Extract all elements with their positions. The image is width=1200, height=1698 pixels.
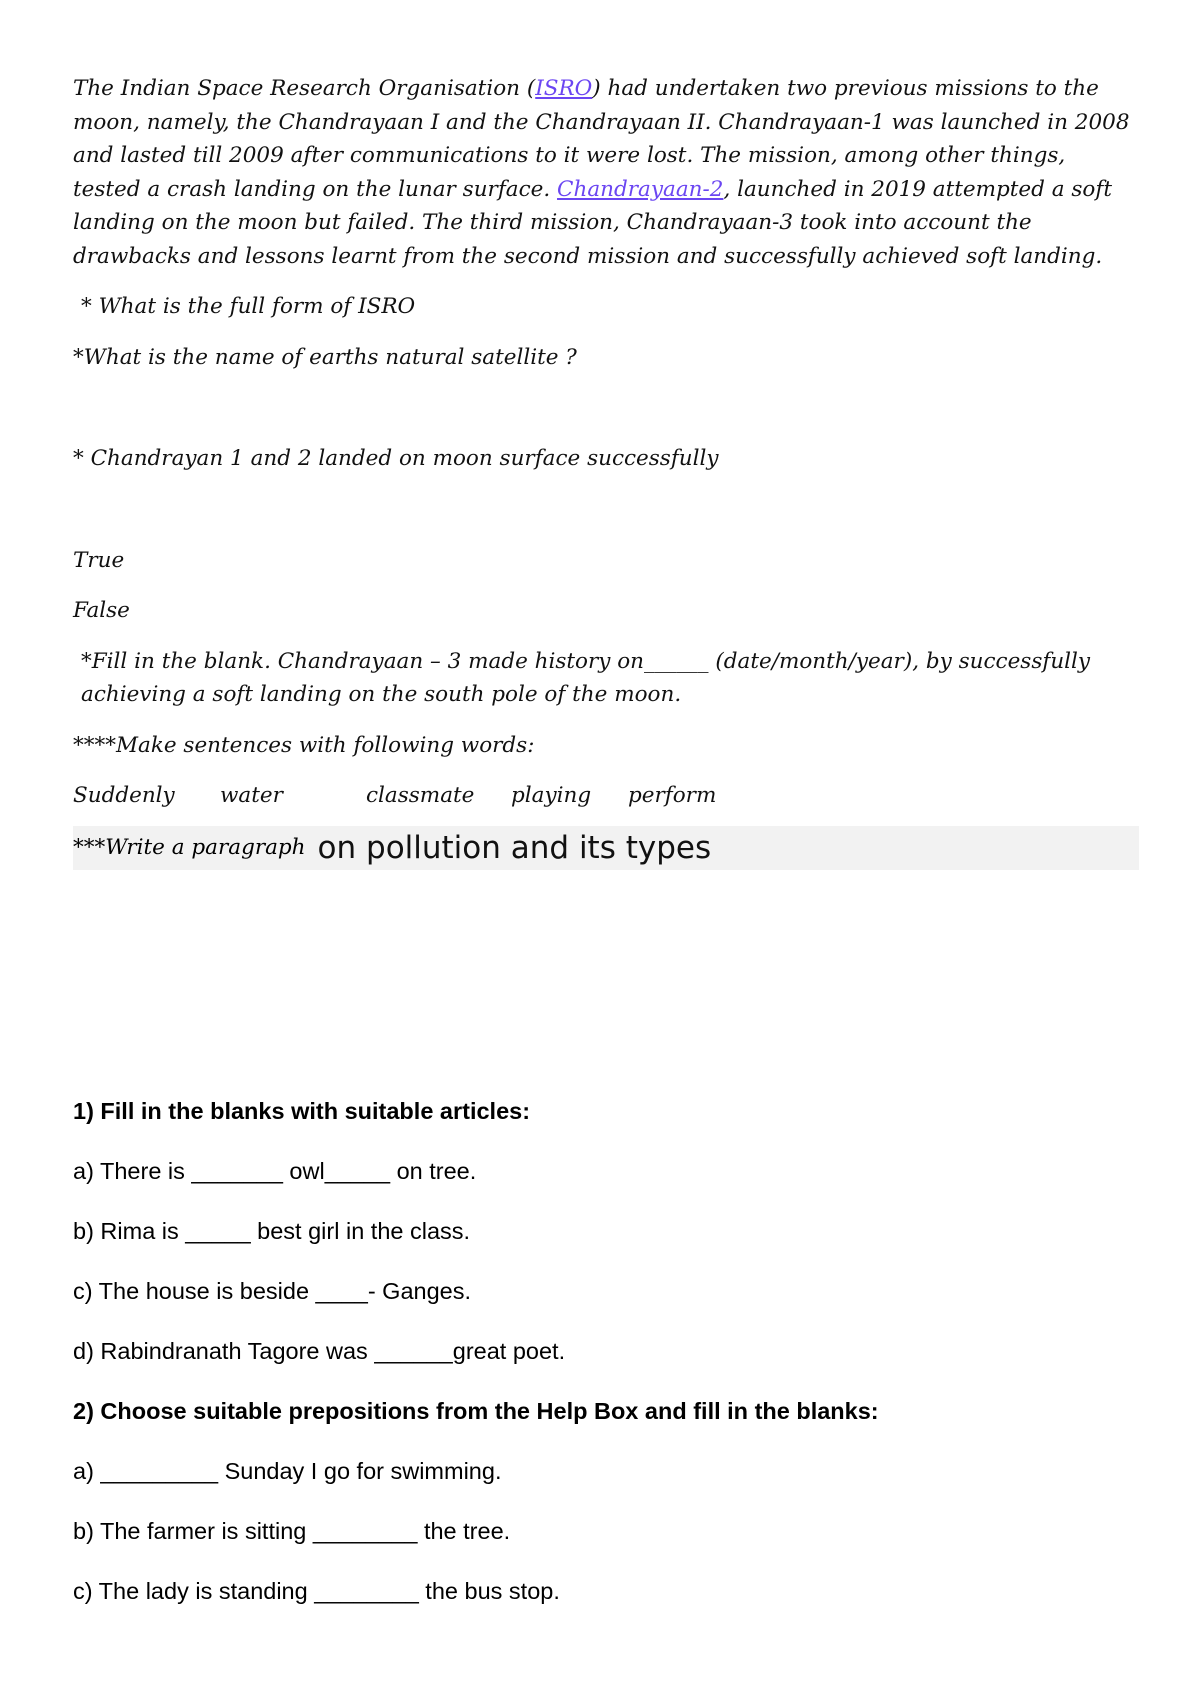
word-item: playing: [511, 783, 592, 808]
isro-link[interactable]: ISRO: [535, 76, 593, 101]
paragraph-question: [73, 826, 1139, 870]
worksheet-top: [73, 72, 1139, 870]
option-true: True: [73, 547, 125, 573]
paragraph-question-topic: on pollution and its types: [317, 829, 712, 866]
section1-item-b: b) Rima is _____ best girl in the class.: [73, 1218, 471, 1244]
word-item: Suddenly: [73, 783, 175, 808]
word-item: classmate: [366, 783, 475, 808]
intro-text-1: The Indian Space Research Organisation (: [73, 76, 536, 101]
question-true-false: * Chandrayan 1 and 2 landed on moon surface successfully: [73, 446, 719, 471]
word-item: water: [220, 783, 283, 808]
section1-heading: 1) Fill in the blanks with suitable articles:: [73, 1098, 531, 1124]
paragraph-question-lead: ***Write a paragraph: [73, 835, 306, 860]
chandrayaan-2-link[interactable]: Chandrayaan-2: [557, 176, 724, 202]
section2-item-a: a) _________ Sunday I go for swimming.: [73, 1458, 502, 1484]
question-isro-full-form: * What is the full form of ISRO: [81, 294, 416, 319]
intro-text-3: , launched in 2019 attempted a soft landing on the moon but failed. The third mission, Chandrayaan-3 took into account the drawbacks and lessons learnt from the second mission and successfully achieved soft landing.: [73, 176, 1112, 269]
section2-item-b: b) The farmer is sitting ________ the tree.: [73, 1518, 511, 1544]
word-list: [73, 779, 1139, 813]
section2-item-c: c) The lady is standing ________ the bus stop.: [73, 1578, 560, 1604]
section1-item-c: c) The house is beside ____- Ganges.: [73, 1278, 472, 1304]
section1-item-d: d) Rabindranath Tagore was ______great poet.: [73, 1338, 566, 1364]
option-false: False: [73, 598, 130, 623]
section2-heading: 2) Choose suitable prepositions from the Help Box and fill in the blanks:: [73, 1398, 879, 1424]
word-item: perform: [628, 783, 717, 808]
question-fill-blank: *Fill in the blank. Chandrayaan – 3 made history on______ (date/month/year), by successfully achieving a soft landing on the south pole of the moon.: [81, 648, 1091, 707]
question-natural-satellite: *What is the name of earths natural satellite ?: [73, 344, 577, 370]
intro-paragraph: [73, 72, 1139, 273]
question-make-sentences: ****Make sentences with following words:: [73, 732, 535, 758]
section1-item-a: a) There is _______ owl_____ on tree.: [73, 1158, 477, 1184]
intro-text-2: ) had undertaken two previous missions to the moon, namely, the Chandrayaan I and the Chandrayaan II. Chandrayaan-1 was launched in 2008 and lasted till 2009 after communications to it were lost. The mission, among other things, tested a crash landing on the lunar surface.: [73, 76, 1130, 202]
